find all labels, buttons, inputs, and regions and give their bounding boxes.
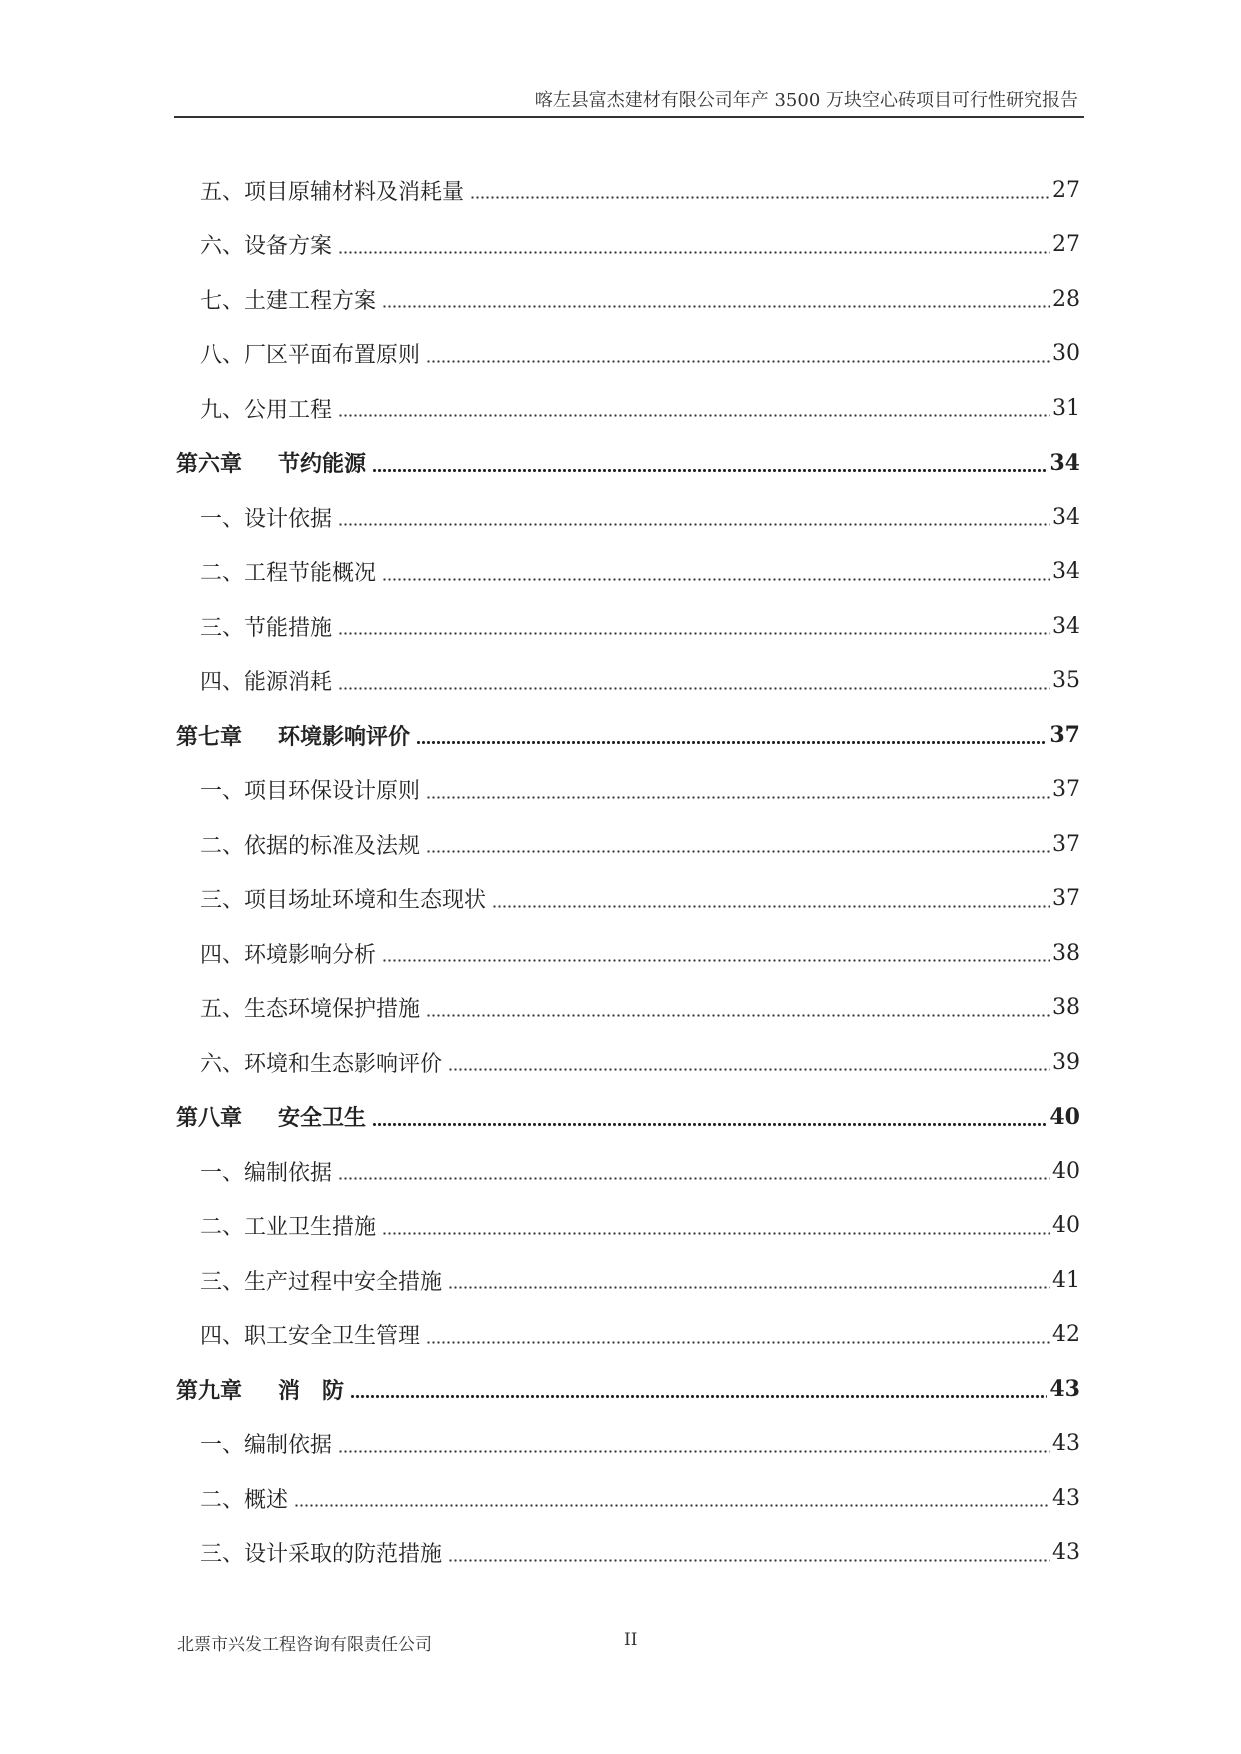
toc-section-entry[interactable]	[176, 654, 1080, 709]
toc-dot-leader	[416, 724, 1047, 746]
toc-dot-leader	[372, 452, 1047, 474]
toc-page-number: 37	[1049, 722, 1080, 749]
toc-section-entry[interactable]	[176, 763, 1080, 818]
toc-page-number: 37	[1052, 831, 1080, 857]
toc-chapter-title: 消 防	[278, 1377, 345, 1404]
toc-entry-title: 一、编制依据	[176, 1428, 338, 1459]
toc-dot-leader	[382, 288, 1050, 310]
toc-dot-leader	[338, 506, 1050, 528]
toc-dot-leader	[338, 1433, 1050, 1455]
toc-dot-leader	[448, 1269, 1050, 1291]
toc-page-number: 39	[1052, 1049, 1080, 1075]
toc-page-number: 27	[1052, 177, 1080, 203]
toc-page-number: 38	[1052, 995, 1080, 1021]
toc-section-entry[interactable]	[176, 381, 1080, 436]
toc-section-entry[interactable]	[176, 327, 1080, 382]
toc-section-entry[interactable]	[176, 1308, 1080, 1363]
footer-company: 北票市兴发工程咨询有限责任公司	[177, 1635, 432, 1655]
toc-chapter-entry[interactable]	[176, 436, 1080, 491]
toc-entry-title: 九、公用工程	[176, 393, 338, 424]
toc-entry-title: 五、项目原辅材料及消耗量	[176, 175, 470, 206]
toc-dot-leader	[294, 1487, 1050, 1509]
toc-dot-leader	[382, 1215, 1050, 1237]
header-title: 喀左县富杰建材有限公司年产 3500 万块空心砖项目可行性研究报告	[534, 90, 1078, 111]
table-of-contents	[176, 163, 1080, 1580]
toc-chapter-number: 第七章	[176, 723, 243, 750]
toc-chapter-number: 第九章	[176, 1377, 243, 1404]
toc-section-entry[interactable]	[176, 272, 1080, 327]
toc-page-number: 37	[1052, 777, 1080, 803]
toc-page-number: 43	[1049, 1376, 1080, 1403]
toc-chapter-title: 节约能源	[278, 451, 367, 478]
toc-page-number: 40	[1052, 1213, 1080, 1239]
toc-chapter-entry[interactable]	[176, 1362, 1080, 1417]
toc-section-entry[interactable]	[176, 1199, 1080, 1254]
toc-entry-title: 三、生产过程中安全措施	[176, 1265, 448, 1296]
toc-page-number: 28	[1052, 286, 1080, 312]
toc-entry-title: 五、生态环境保护措施	[176, 992, 426, 1023]
page-footer	[177, 1630, 1077, 1660]
toc-entry-title: 六、环境和生态影响评价	[176, 1047, 448, 1078]
toc-chapter-entry[interactable]	[176, 708, 1080, 763]
toc-chapter-entry[interactable]	[176, 1090, 1080, 1145]
toc-section-entry[interactable]	[176, 926, 1080, 981]
toc-entry-title	[176, 1374, 350, 1405]
toc-entry-title: 七、土建工程方案	[176, 284, 382, 315]
toc-dot-leader	[426, 779, 1050, 801]
toc-entry-title	[176, 720, 416, 751]
toc-page-number: 37	[1052, 886, 1080, 912]
toc-chapter-title: 安全卫生	[278, 1105, 367, 1132]
toc-page-number: 38	[1052, 940, 1080, 966]
toc-page-number: 43	[1052, 1431, 1080, 1457]
toc-entry-title	[176, 1101, 372, 1132]
toc-section-entry[interactable]	[176, 981, 1080, 1036]
toc-chapter-number: 第八章	[176, 1105, 243, 1132]
toc-section-entry[interactable]	[176, 545, 1080, 600]
toc-dot-leader	[338, 234, 1050, 256]
toc-page-number: 40	[1052, 1158, 1080, 1184]
toc-section-entry[interactable]	[176, 163, 1080, 218]
toc-section-entry[interactable]	[176, 1471, 1080, 1526]
toc-entry-title	[176, 447, 372, 478]
toc-entry-title: 六、设备方案	[176, 229, 338, 260]
toc-dot-leader	[492, 888, 1050, 910]
toc-dot-leader	[426, 343, 1050, 365]
toc-dot-leader	[426, 833, 1050, 855]
toc-page-number: 43	[1052, 1540, 1080, 1566]
page-header	[174, 86, 1084, 118]
toc-dot-leader	[426, 997, 1050, 1019]
toc-page-number: 30	[1052, 341, 1080, 367]
toc-section-entry[interactable]	[176, 1253, 1080, 1308]
toc-page-number: 35	[1052, 668, 1080, 694]
toc-section-entry[interactable]	[176, 872, 1080, 927]
toc-page-number: 41	[1052, 1267, 1080, 1293]
toc-dot-leader	[470, 179, 1050, 201]
toc-entry-title: 四、能源消耗	[176, 665, 338, 696]
toc-chapter-title: 环境影响评价	[278, 723, 411, 750]
toc-entry-title: 三、项目场址环境和生态现状	[176, 883, 492, 914]
toc-entry-title: 八、厂区平面布置原则	[176, 338, 426, 369]
toc-dot-leader	[382, 942, 1050, 964]
toc-entry-title: 三、设计采取的防范措施	[176, 1537, 448, 1568]
toc-section-entry[interactable]	[176, 599, 1080, 654]
toc-chapter-number: 第六章	[176, 451, 243, 478]
toc-page-number: 34	[1052, 613, 1080, 639]
toc-page-number: 34	[1052, 559, 1080, 585]
toc-dot-leader	[426, 1324, 1050, 1346]
toc-entry-title: 二、工程节能概况	[176, 556, 382, 587]
toc-page-number: 34	[1052, 504, 1080, 530]
toc-section-entry[interactable]	[176, 490, 1080, 545]
toc-dot-leader	[382, 561, 1050, 583]
toc-page-number: 27	[1052, 232, 1080, 258]
toc-section-entry[interactable]	[176, 1035, 1080, 1090]
toc-page-number: 42	[1052, 1322, 1080, 1348]
toc-entry-title: 一、项目环保设计原则	[176, 774, 426, 805]
toc-dot-leader	[338, 670, 1050, 692]
toc-entry-title: 二、工业卫生措施	[176, 1210, 382, 1241]
toc-entry-title: 二、概述	[176, 1483, 294, 1514]
toc-dot-leader	[338, 615, 1050, 637]
toc-section-entry[interactable]	[176, 218, 1080, 273]
toc-dot-leader	[338, 397, 1050, 419]
toc-page-number: 43	[1052, 1485, 1080, 1511]
toc-entry-title: 二、依据的标准及法规	[176, 829, 426, 860]
toc-dot-leader	[338, 1160, 1050, 1182]
toc-dot-leader	[372, 1106, 1047, 1128]
toc-page-number: 40	[1049, 1103, 1080, 1130]
toc-section-entry[interactable]	[176, 817, 1080, 872]
toc-entry-title: 三、节能措施	[176, 611, 338, 642]
toc-dot-leader	[350, 1378, 1047, 1400]
toc-page-number: 34	[1049, 449, 1080, 476]
toc-section-entry[interactable]	[176, 1526, 1080, 1581]
footer-page-number: II	[624, 1630, 638, 1650]
toc-entry-title: 四、职工安全卫生管理	[176, 1319, 426, 1350]
toc-dot-leader	[448, 1051, 1050, 1073]
toc-section-entry[interactable]	[176, 1417, 1080, 1472]
toc-entry-title: 一、编制依据	[176, 1156, 338, 1187]
toc-page-number: 31	[1052, 395, 1080, 421]
toc-entry-title: 四、环境影响分析	[176, 938, 382, 969]
toc-dot-leader	[448, 1542, 1050, 1564]
toc-entry-title: 一、设计依据	[176, 502, 338, 533]
toc-section-entry[interactable]	[176, 1144, 1080, 1199]
